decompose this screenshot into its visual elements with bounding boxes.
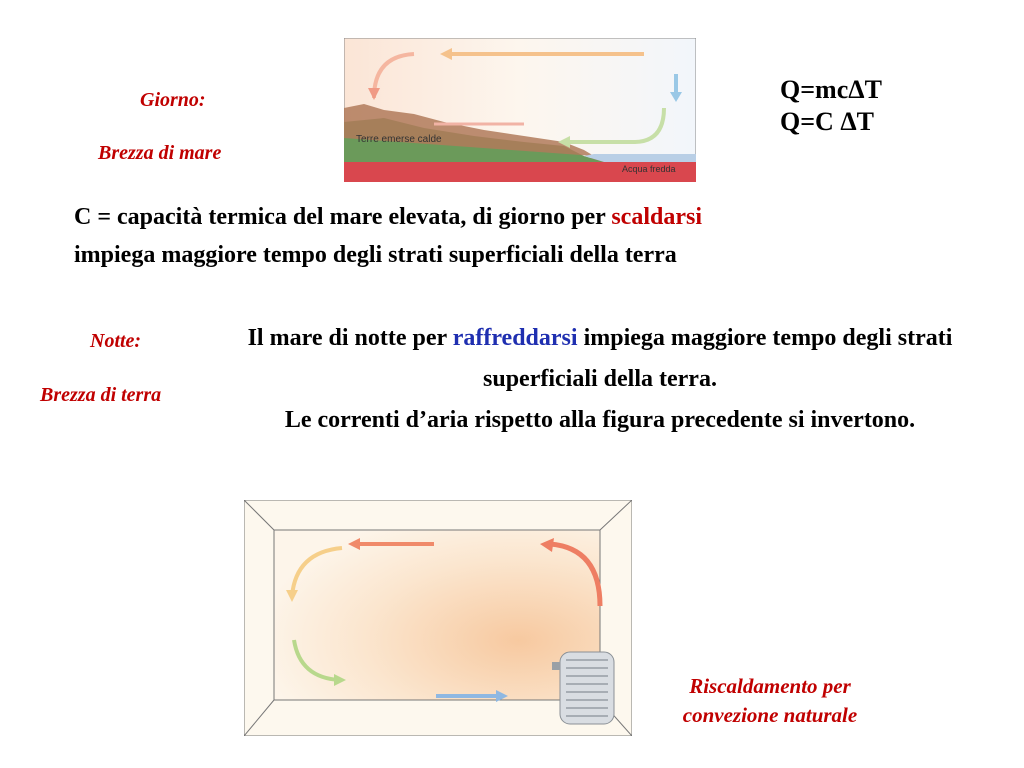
formula-line-2 <box>780 106 882 138</box>
convection-caption <box>640 672 900 730</box>
water-layer <box>584 154 696 162</box>
formula-line1-prefix: Q=mc <box>780 75 849 104</box>
land-label: Terre emerse calde <box>356 134 442 145</box>
day-subtitle: Brezza di mare <box>98 142 222 164</box>
radiator-coil <box>552 652 614 724</box>
capacity-paragraph <box>74 198 994 274</box>
night-subtitle: Brezza di terra <box>40 384 162 406</box>
water-label: Acqua fredda <box>622 164 676 174</box>
sea-breeze-figure <box>344 38 696 182</box>
paragraph1-text-before: C = capacità termica del mare elevata, di giorno per <box>74 204 612 230</box>
convection-figure <box>244 500 632 736</box>
paragraph1-text-after: impiega maggiore tempo degli strati superficiali della terra <box>74 242 677 268</box>
paragraph2-line2: Le correnti d’aria rispetto alla figura precedente si invertono. <box>284 407 916 433</box>
paragraph2-text-before: Il mare di notte per <box>247 325 453 351</box>
caption-line1: Riscaldamento per <box>689 674 851 698</box>
sea-breeze-illustration <box>344 38 696 182</box>
paragraph2-text-after: impiega maggiore tempo degli strati superficiali della terra. <box>483 325 953 392</box>
formula-line2-prefix: Q=C <box>780 107 841 136</box>
delta-symbol-2: Δ <box>840 107 857 136</box>
formula-t-2: T <box>856 107 874 136</box>
convection-illustration <box>244 500 632 736</box>
keyword-raffreddarsi: raffreddarsi <box>452 325 578 351</box>
keyword-scaldarsi: scaldarsi <box>611 204 702 230</box>
heat-formula <box>780 74 882 138</box>
formula-line-1 <box>780 74 882 106</box>
caption-line2: convezione naturale <box>682 703 858 727</box>
night-paragraph <box>200 318 1000 441</box>
delta-symbol: Δ <box>848 75 865 104</box>
night-title: Notte: <box>90 330 142 352</box>
day-title: Giorno: <box>140 89 206 111</box>
formula-t: T <box>864 75 882 104</box>
